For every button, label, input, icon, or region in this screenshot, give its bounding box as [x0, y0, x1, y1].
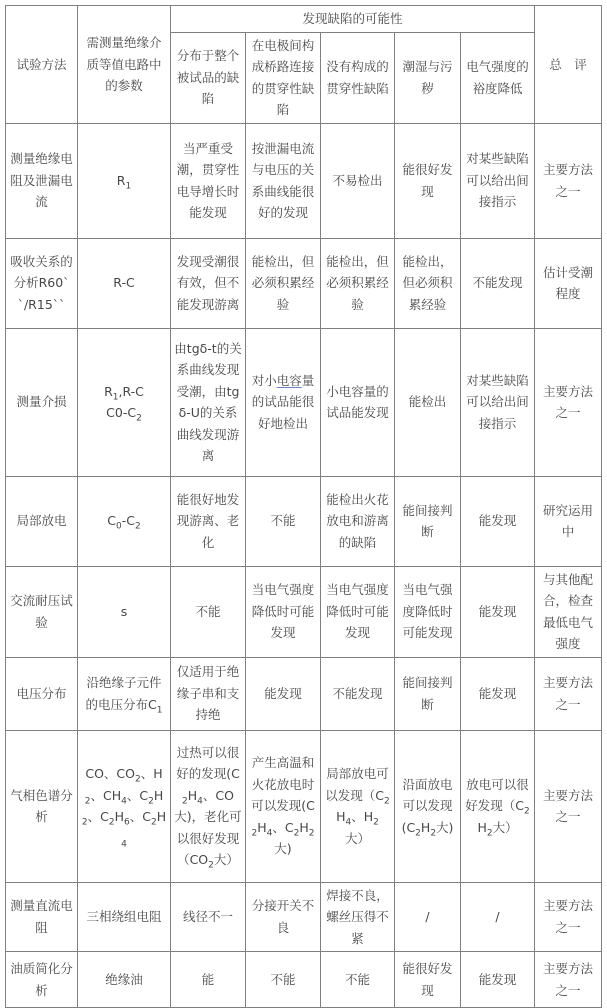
table-row: [6, 882, 602, 952]
table-cell: 按泄漏电流与电压的关系曲线能很好的发现: [246, 123, 321, 238]
table-body: [6, 123, 602, 1008]
table-row: [6, 657, 602, 730]
table-cell: 能发现: [461, 476, 535, 566]
table-cell: 不能: [321, 952, 395, 1008]
table-cell: 焊接不良，螺丝压得不紧: [321, 882, 395, 952]
table-cell: R-C: [78, 238, 171, 328]
table-cell: /: [461, 882, 535, 952]
table-cell: 能很好发现: [395, 123, 461, 238]
table-row: [6, 566, 602, 657]
table-cell: 不能发现: [461, 238, 535, 328]
header-bridging-penetrating-defect: 在电极间构成桥路连接的贯穿性缺陷: [246, 32, 321, 123]
header-measured-parameter: 需测量绝缘介质等值电路中的参数: [78, 6, 171, 124]
table-cell: CO、$CO_2$、$H_2$、$CH_4$、$C_2H_2$、$C_2H_6$、$C_2H_4$: [78, 730, 171, 882]
header-row-top: [6, 6, 602, 33]
table-cell: 不能: [246, 952, 321, 1008]
header-non-penetrating-defect: 没有构成的贯穿性缺陷: [321, 32, 395, 123]
table-cell: s: [78, 566, 171, 657]
table-cell: 主要方法之一: [535, 882, 602, 952]
table-cell: 当电气强度降低时可能发现: [321, 566, 395, 657]
table-cell: 沿面放电可以发现($C_2H_2$大): [395, 730, 461, 882]
table-row: [6, 730, 602, 882]
table-cell: 能发现: [461, 566, 535, 657]
table-cell: 测量直流电阻: [6, 882, 78, 952]
header-test-method: 试验方法: [6, 6, 78, 124]
table-cell: 当电气强度降低时可能发现: [246, 566, 321, 657]
table-cell: 能检出，但必须积累经验: [246, 238, 321, 328]
table-cell: $R_1,R-C$ $C0-C_2$: [78, 328, 171, 476]
table-cell: 能: [171, 952, 246, 1008]
table-cell: 仅适用于绝缘子串和支持绝: [171, 657, 246, 730]
table-cell: 主要方法之一: [535, 328, 602, 476]
table-cell: 能间接判断: [395, 657, 461, 730]
table-cell: 产生高温和火花放电时可以发现($C_2H_4$、$C_2H_2$大): [246, 730, 321, 882]
table-cell: 绝缘油: [78, 952, 171, 1008]
table-cell: 当严重受潮，贯穿性电导增长时能发现: [171, 123, 246, 238]
table-cell: 放电可以很好发现（$C_2H_2$大）: [461, 730, 535, 882]
table-cell: 不能: [246, 476, 321, 566]
table-row: [6, 123, 602, 238]
table-cell: 气相色谱分析: [6, 730, 78, 882]
table-cell: 由tgδ-t的关系曲线发现受潮，由tgδ-U的关系曲线发现游离: [171, 328, 246, 476]
table-cell: 能发现: [461, 952, 535, 1008]
table-cell: 能检出: [395, 328, 461, 476]
table-row: [6, 238, 602, 328]
table-cell: 能发现: [246, 657, 321, 730]
table-cell: $R_1$: [78, 123, 171, 238]
table-cell: 对某些缺陷可以给出间接指示: [461, 123, 535, 238]
header-overall-evaluation: 总 评: [535, 6, 602, 124]
table-row: [6, 476, 602, 566]
table-cell: 能检出，但必须积累经验: [321, 238, 395, 328]
table-cell: 主要方法之一: [535, 657, 602, 730]
table-cell: 当电气强度降低时可能发现: [395, 566, 461, 657]
header-distributed-defect: 分布于整个被试品的缺陷: [171, 32, 246, 123]
table-cell: 油质简化分析: [6, 952, 78, 1008]
table-row: [6, 952, 602, 1008]
header-strength-margin-drop: 电气强度的裕度降低: [461, 32, 535, 123]
table-cell: 能很好地发现游离、老化: [171, 476, 246, 566]
table-row: [6, 328, 602, 476]
table-cell: 交流耐压试验: [6, 566, 78, 657]
table-cell: 不能发现: [321, 657, 395, 730]
table-cell: 沿绝缘子元件的电压分布$C_1$: [78, 657, 171, 730]
defect-detection-table: [5, 5, 602, 1008]
table-cell: 小电容量的试品能发现: [321, 328, 395, 476]
table-cell: 不能: [171, 566, 246, 657]
table-cell: 估计受潮程度: [535, 238, 602, 328]
header-damp-contamination: 潮湿与污秽: [395, 32, 461, 123]
table-cell: 分接开关不良: [246, 882, 321, 952]
table-cell: 主要方法之一: [535, 730, 602, 882]
table-cell: 不易检出: [321, 123, 395, 238]
table-cell: 发现受潮很有效，但不能发现游离: [171, 238, 246, 328]
table-cell: 能检出火花放电和游离的缺陷: [321, 476, 395, 566]
table-cell: 三相绕组电阻: [78, 882, 171, 952]
table-cell: 主要方法之一: [535, 123, 602, 238]
table-cell: 研究运用中: [535, 476, 602, 566]
table-cell: 能很好发现: [395, 952, 461, 1008]
table-cell: 局部放电: [6, 476, 78, 566]
table-cell: 测量介损: [6, 328, 78, 476]
table-cell: 电压分布: [6, 657, 78, 730]
table-cell: 局部放电可以发现（$C_2H_4$、$H_2$大）: [321, 730, 395, 882]
table-cell: 能检出，但必须积累经验: [395, 238, 461, 328]
table-cell: 对某些缺陷可以给出间接指示: [461, 328, 535, 476]
table-cell: 过热可以很好的发现($C_2H_4$、CO大)，老化可以很好发现（$CO_2$大）: [171, 730, 246, 882]
table-cell: $C_0-C_2$: [78, 476, 171, 566]
table-cell: 测量绝缘电阻及泄漏电流: [6, 123, 78, 238]
table-header: [6, 6, 602, 124]
table-cell: 对小电容量的试品能很好地检出: [246, 328, 321, 476]
table-cell: 能间接判断: [395, 476, 461, 566]
table-cell: 主要方法之一: [535, 952, 602, 1008]
table-cell: 与其他配合，检查最低电气强度: [535, 566, 602, 657]
table-cell: 能发现: [461, 657, 535, 730]
table-cell: /: [395, 882, 461, 952]
header-defect-possibility: 发现缺陷的可能性: [171, 6, 535, 33]
table-cell: 线径不一: [171, 882, 246, 952]
table-cell: 吸收关系的分析R60``/R15``: [6, 238, 78, 328]
